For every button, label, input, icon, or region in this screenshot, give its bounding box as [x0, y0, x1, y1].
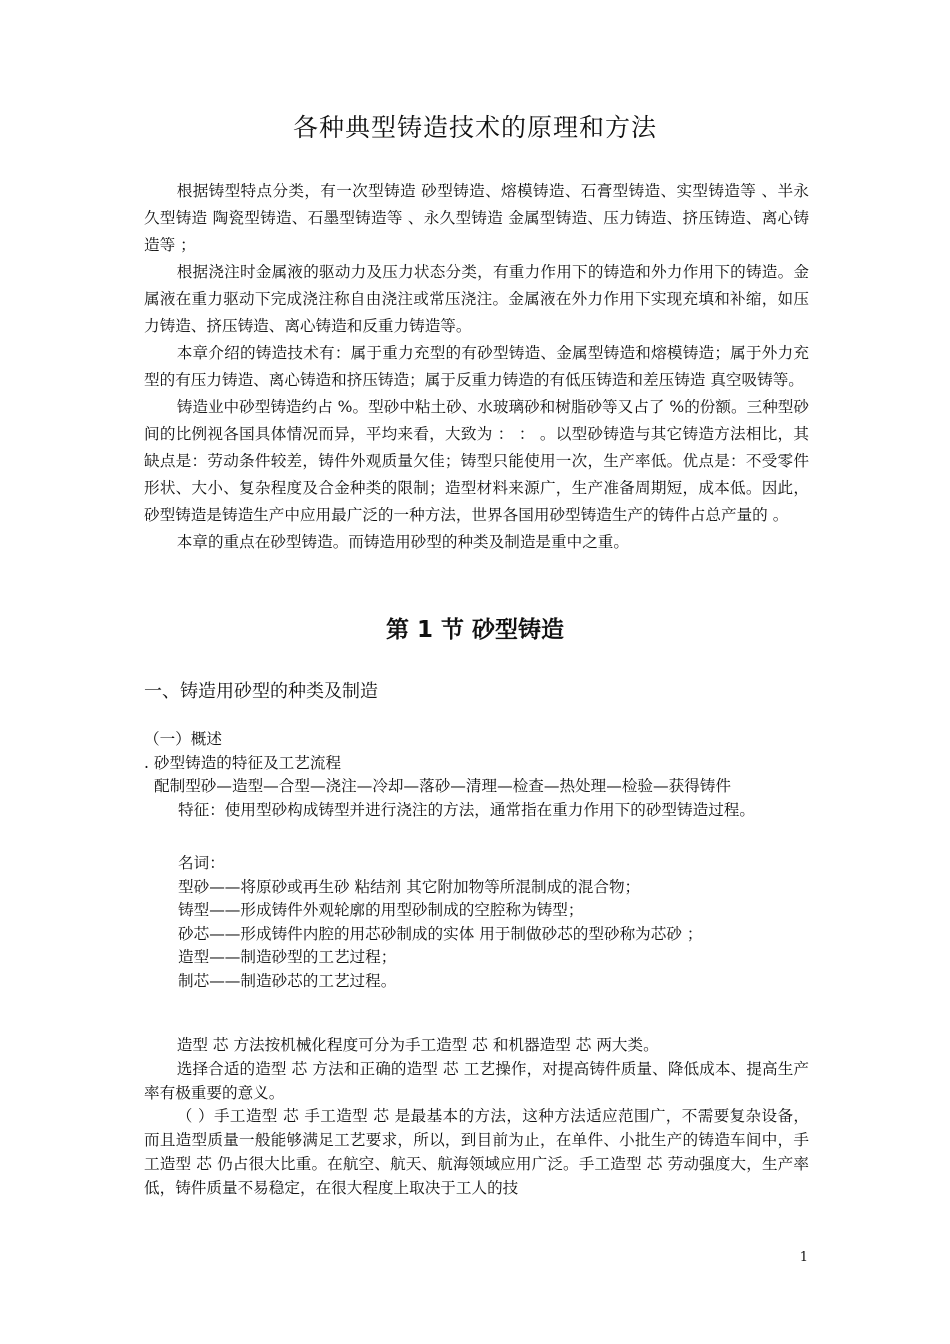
term-item: 型砂——将原砂或再生砂 粘结剂 其它附加物等所混制成的混合物； [178, 877, 641, 896]
intro-paragraph: 根据浇注时金属液的驱动力及压力状态分类，有重力作用下的铸造和外力作用下的铸造。金属液在重力驱动下完成浇注称自由浇注或常压浇注。金属液在外力作用下实现充填和补缩，如压力铸造、挤压铸造、离心铸造和反重力铸造等。 [144, 263, 809, 335]
methods-section [144, 1034, 809, 1201]
page-number: 1 [799, 1250, 808, 1265]
subheading: 一、铸造用砂型的种类及制造 [144, 681, 378, 702]
feature-text: 特征：使用型砂构成铸型并进行浇注的方法，通常指在重力作用下的砂型铸造过程。 [178, 800, 755, 819]
process-flow: 配制型砂—造型—合型—浇注—冷却—落砂—清理—检查—热处理—检验—获得铸件 [154, 777, 731, 795]
intro-paragraph: 本章的重点在砂型铸造。而铸造用砂型的种类及制造是重中之重。 [176, 533, 629, 551]
section-heading: 第 1 节 砂型铸造 [385, 617, 565, 643]
overview-item: . 砂型铸造的特征及工艺流程 [144, 753, 342, 772]
terms-block [178, 852, 703, 993]
page-title: 各种典型铸造技术的原理和方法 [292, 113, 657, 142]
overview-label: （一）概述 [144, 730, 222, 748]
terms-label: 名词： [178, 854, 225, 872]
intro-paragraph: 根据铸型特点分类，有一次型铸造 砂型铸造、熔模铸造、石膏型铸造、实型铸造等 、半永久型铸造 陶瓷型铸造、石墨型铸造等 、永久型铸造 金属型铸造、压力铸造、挤压铸造、离心铸造等 ； [144, 182, 809, 254]
intro-section [144, 178, 809, 556]
methods-paragraph: 造型 芯 方法按机械化程度可分为手工造型 芯 和机器造型 芯 两大类。 [176, 1036, 659, 1054]
intro-paragraph: 本章介绍的铸造技术有：属于重力充型的有砂型铸造、金属型铸造和熔模铸造；属于外力充型的有压力铸造、离心铸造和挤压铸造；属于反重力铸造的有低压铸造和差压铸造 真空吸铸等。 [144, 344, 809, 389]
overview-block [144, 728, 809, 822]
intro-paragraph: 铸造业中砂型铸造约占 %。型砂中粘土砂、水玻璃砂和树脂砂等又占了 %的份额。三种型砂间的比例视各国具体情况而异，平均来看，大致为 ： ： 。以型砂铸造与其它铸造方法相比，其缺点是：劳动条件较差，铸件外观质量欠佳；铸型只能使用一次，生产率低。优点是：不受零件形状、大小、复杂程度及合金种类的限制；造型材料来源广，生产准备周期短，成本低。因此，砂型铸造是铸造生产中应用最广泛的一种方法，世界各国用砂型铸造生产的铸件占总产量的 。 [144, 398, 809, 524]
methods-paragraph: 选择合适的造型 芯 方法和正确的造型 芯 工艺操作，对提高铸件质量、降低成本、提高生产率有极重要的意义。 [144, 1059, 809, 1102]
methods-paragraph: （ ）手工造型 芯 手工造型 芯 是最基本的方法，这种方法适应范围广，不需要复杂设备，而且造型质量一般能够满足工艺要求，所以，到目前为止，在单件、小批生产的铸造车间中，手工造型 芯 仍占很大比重。在航空、航天、航海领域应用广泛。手工造型 芯 劳动强度大，生产率低，铸件质量不易稳定，在很大程度上取决于工人的技 [144, 1107, 809, 1197]
term-item: 制芯——制造砂芯的工艺过程。 [178, 971, 397, 990]
term-item: 造型——制造砂型的工艺过程； [178, 948, 397, 966]
term-item: 砂芯——形成铸件内腔的用芯砂制成的实体 用于制做砂芯的型砂称为芯砂 ； [178, 924, 703, 943]
term-item: 铸型——形成铸件外观轮廓的用型砂制成的空腔称为铸型； [178, 901, 584, 919]
